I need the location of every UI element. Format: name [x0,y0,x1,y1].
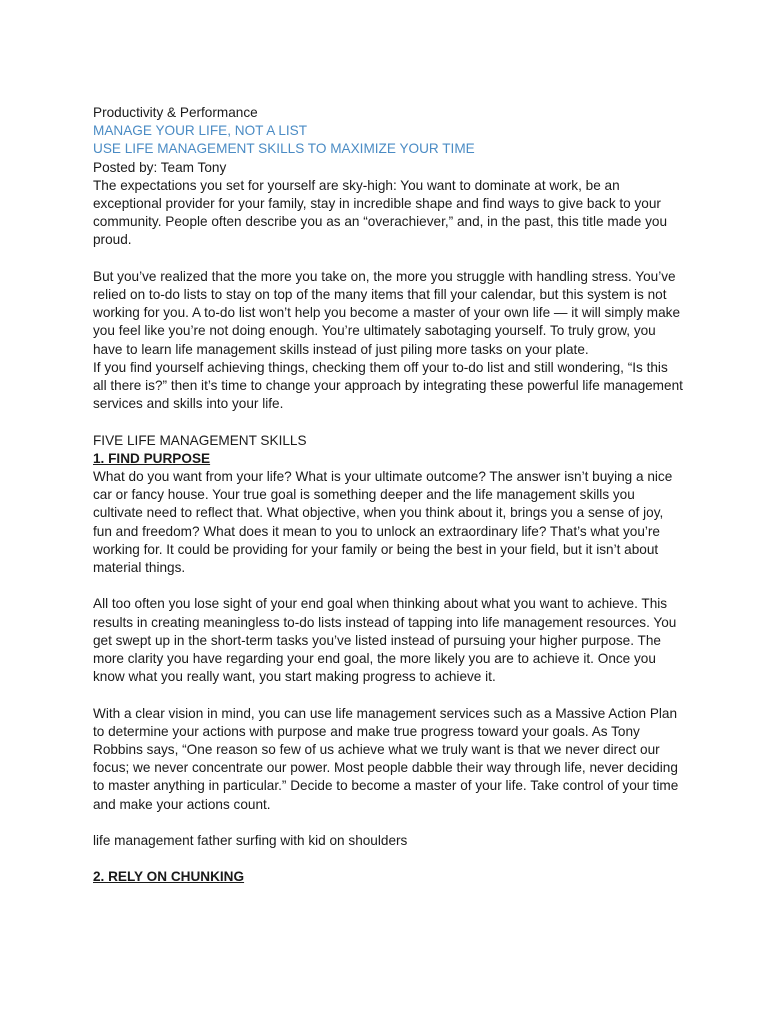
document-body [93,104,683,887]
section-1-paragraph-1: What do you want from your life? What is your ultimate outcome? The answer isn’t buying a nice car or fancy house. Your true goal is something deeper and the life management skills you cultivate need to reflect that. What objective, when you think about it, brings you a sense of joy, fun and freedom? What does it mean to you to unlock an extraordinary life? That’s what you’re working for. It could be providing for your family or being the best in your field, but it isn’t about material things. [93,469,673,576]
category-label: Productivity & Performance [93,105,258,120]
spacer [93,250,683,268]
article-subtitle[interactable]: USE LIFE MANAGEMENT SKILLS TO MAXIMIZE YOUR TIME [93,141,475,157]
spacer [93,850,683,868]
byline: Posted by: Team Tony [93,159,227,175]
spacer [93,577,683,595]
intro-paragraph-1: The expectations you set for yourself are sky-high: You want to dominate at work, be an exceptional provider for your family, stay in incredible shape and find ways to give back to your community. People often describe you as an “overachiever,” and, in the past, this title made you proud. [93,177,668,248]
section-2-heading: 2. RELY ON CHUNKING [93,869,245,885]
image-caption: life management father surfing with kid on shoulders [93,833,408,849]
section-1-heading: 1. FIND PURPOSE [93,450,211,466]
intro-paragraph-3: If you find yourself achieving things, checking them off your to-do list and still wondering, “Is this all there is?” then it’s time to change your approach by integrating these powerful life management services and skills into your life. [93,359,683,412]
article-title[interactable]: MANAGE YOUR LIFE, NOT A LIST [93,123,308,139]
skills-heading: FIVE LIFE MANAGEMENT SKILLS [93,432,307,448]
spacer [93,686,683,704]
intro-paragraph-2: But you’ve realized that the more you take on, the more you struggle with handling stress. You’ve relied on to-do lists to stay on top of the many items that fill your calendar, but this system is not working for you. A to-do list won’t help you become a master of your own life — it will simply make you feel like you’re not doing enough. You’re ultimately sabotaging yourself. To truly grow, you have to learn life management skills instead of just piling more tasks on your plate. [93,268,681,357]
section-1-paragraph-2: All too often you lose sight of your end goal when thinking about what you want to achieve. This results in creating meaningless to-do lists instead of tapping into life management resources. You get swept up in the short-term tasks you’ve listed instead of pursuing your higher purpose. The more clarity you have regarding your end goal, the more likely you are to achieve it. Once you know what you really want, you start making progress to achieve it. [93,596,677,685]
section-1-paragraph-3: With a clear vision in mind, you can use life management services such as a Massive Action Plan to determine your actions with purpose and make true progress toward your goals. As Tony Robbins says, “One reason so few of us achieve what we truly want is that we never direct our focus; we never concentrate our power. Most people dabble their way through life, never deciding to master anything in particular.” Decide to become a master of your life. Take control of your time and make your actions count. [93,705,679,812]
spacer [93,814,683,832]
spacer [93,413,683,431]
